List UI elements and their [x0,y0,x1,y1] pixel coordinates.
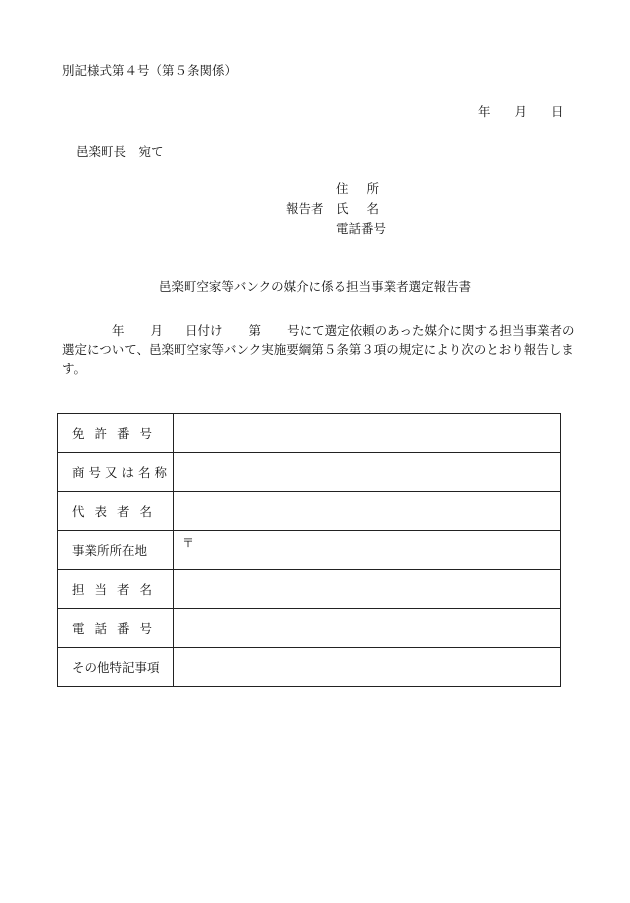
row-label-representative: 代表者名 [58,492,174,531]
row-value-license-number[interactable] [174,414,561,453]
row-value-office-address[interactable] [174,531,561,570]
body-paragraph [62,321,582,378]
row-label-person-in-charge: 担当者名 [58,570,174,609]
row-value-other-notes[interactable] [174,648,561,687]
body-date-suffix: 日付け [185,323,223,338]
body-number-prefix: 第 [248,323,262,338]
table-row [58,570,561,609]
info-table [57,413,561,687]
body-month: 月 [150,323,164,338]
row-label-other-notes: その他特記事項 [58,648,174,687]
body-year: 年 [112,323,125,338]
date-line [478,106,564,119]
reporter-name-label: 氏名 [336,201,398,216]
date-month-label: 月 [514,104,528,119]
reporter-role-label: 報告者 [286,201,324,216]
document-title: 邑楽町空家等バンクの媒介に係る担当事業者選定報告書 [158,279,472,294]
table-row [58,492,561,531]
row-label-office-address: 事業所所在地 [58,531,174,570]
row-label-trade-name: 商号又は名称 [58,453,174,492]
reporter-address-label: 住所 [336,181,398,196]
row-value-phone-number[interactable] [174,609,561,648]
table-row [58,414,561,453]
postal-mark: 〒 [182,536,195,550]
body-sentence: 号にて選定依頼のあった媒介に関する担当事業者の選定について、邑楽町空家等バンク実施要綱第５条第３項の規定により次のとおり報告します。 [62,323,575,376]
table-row [58,648,561,687]
reporter-phone-label: 電話番号 [336,221,387,236]
row-value-trade-name[interactable] [174,453,561,492]
table-row [58,609,561,648]
row-label-phone-number: 電話番号 [58,609,174,648]
table-row [58,531,561,570]
date-year-label: 年 [478,104,491,119]
addressee: 邑楽町長 宛て [76,144,164,159]
row-value-person-in-charge[interactable] [174,570,561,609]
row-value-representative[interactable] [174,492,561,531]
row-label-license-number: 免許番号 [58,414,174,453]
form-number: 別記様式第４号（第５条関係） [62,63,238,78]
table-row [58,453,561,492]
date-day-label: 日 [551,104,564,119]
